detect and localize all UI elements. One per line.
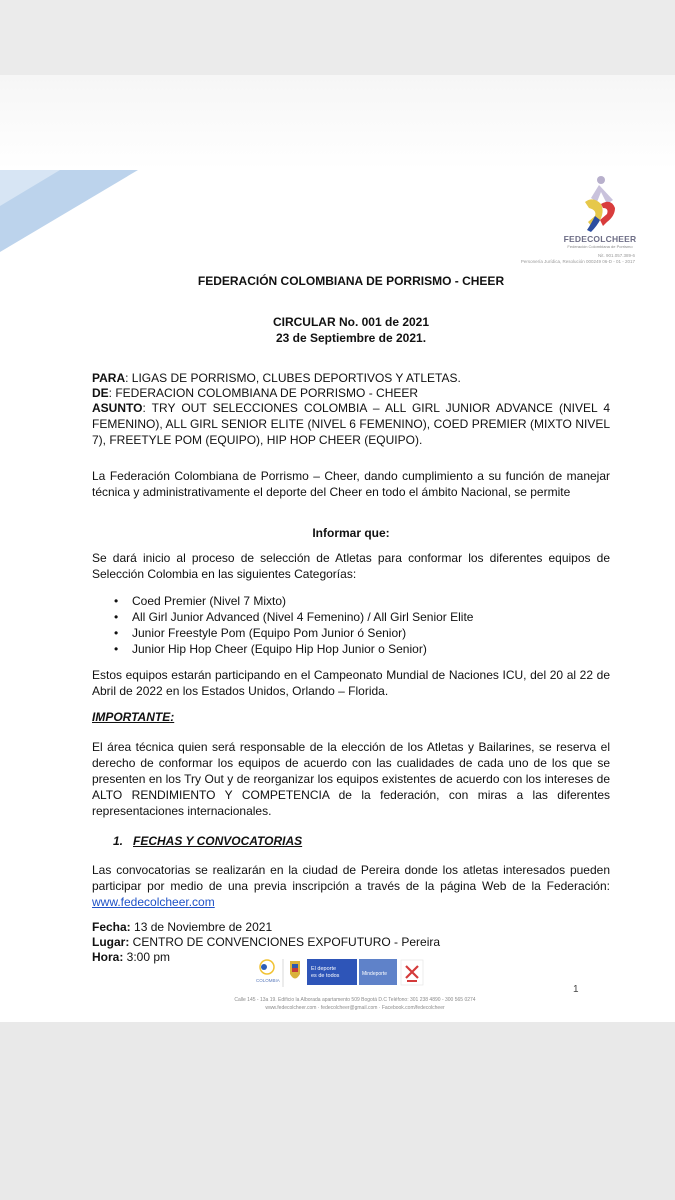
asunto-label: ASUNTO (92, 401, 143, 415)
de-label: DE (92, 386, 109, 400)
intro-paragraph: La Federación Colombiana de Porrismo – Cheer, dando cumplimiento a su función de manejar técnica y administrativamente el deporte del Cheer en todo el ámbito Nacional, se permite (92, 469, 610, 499)
mindeporte-text: Mindeporte (362, 971, 388, 977)
logo-name: FEDECOLCHEER (563, 234, 637, 244)
list-item: • All Girl Junior Advanced (Nivel 4 Femenino) / All Girl Senior Elite (114, 609, 594, 625)
lugar-line (92, 934, 610, 950)
nit-text: Nit. 901.057.389-6 (597, 253, 635, 258)
coat-of-arms-icon (290, 961, 300, 979)
hora-label: Hora: (92, 950, 124, 964)
list-item: • Coed Premier (Nivel 7 Mixto) (114, 593, 594, 609)
el-deporte-text: El deporte (311, 966, 337, 972)
convocatorias-paragraph (92, 862, 610, 910)
fecha-value: 13 de Noviembre de 2021 (130, 920, 273, 934)
categories-list (114, 593, 594, 657)
website-link[interactable]: www.fedecolcheer.com (92, 895, 215, 909)
para-label: PARA (92, 371, 126, 385)
section-heading (113, 833, 302, 849)
section-title: FECHAS Y CONVOCATORIAS (133, 834, 303, 848)
section-number: 1. (113, 834, 124, 848)
bottom-margin (0, 1022, 675, 1200)
fecha-line (92, 919, 610, 935)
footer-sponsor-logos (255, 956, 430, 990)
informar-heading: Informar que: (312, 526, 390, 540)
hora-value: 3:00 pm (123, 950, 171, 964)
importante-heading (92, 709, 610, 725)
selection-paragraph: Se dará inicio al proceso de selección de Atletas para conformar los diferentes equipos de Selección Colombia en las siguientes Categorías: (92, 551, 610, 581)
document-page (0, 170, 675, 1022)
resolution-text: Personería Jurídica, Resolución 000249 06-D - 01 - 2017 (520, 259, 635, 264)
importante-paragraph: El área técnica quien será responsable de la elección de los Atletas y Bailarines, se reserva el derecho de conformar los equipos de acuerdo con las cualidades de cada uno de los que se presenten en los Try Out y de reorganizar los equipos existentes de acuerdo con los intereses de ALTO RENDIMIENTO Y COMPETENCIA de la federación, con miras a las diferentes representaciones internacionales. (92, 740, 610, 818)
asunto-line (92, 400, 610, 448)
importante-label: IMPORTANTE: (92, 710, 175, 724)
de-line (92, 385, 610, 401)
address-line: Calle 145 - 13a 19. Edificio la Alborada apartamento 509 Bogotá D.C Teléfono: 301 238 4890 - 300 565 0274 (234, 997, 476, 1003)
page-number: 1 (573, 984, 579, 995)
list-item: • Junior Freestyle Pom (Equipo Pom Junior ó Senior) (114, 625, 594, 641)
circular-number: CIRCULAR No. 001 de 2021 (272, 315, 430, 329)
contact-line: www.fedecolcheer.com · fedecolcheer@gmail.com · Facebook.com/fedecolcheer (265, 1005, 445, 1011)
circular-date: 23 de Septiembre de 2021. (275, 331, 427, 345)
participation-paragraph: Estos equipos estarán participando en el Campeonato Mundial de Naciones ICU, del 20 al 22 de Abril de 2022 en los Estados Unidos, Orlando – Florida. (92, 668, 610, 698)
coldeportes-logo-icon (256, 960, 280, 983)
convocatorias-text: Las convocatorias se realizarán en la ciudad de Pereira donde los atletas interesados pueden participar por medio de una previa inscripción a través de la página Web de la Federación: (92, 863, 610, 893)
es-de-todos-text: es de todos (311, 973, 340, 979)
top-margin (0, 0, 675, 75)
footer-address (200, 996, 510, 1012)
top-fade (0, 75, 675, 170)
corner-decoration (0, 170, 150, 260)
logo-subtitle: Federación Colombiana de Porrismo (567, 244, 633, 249)
para-line (92, 370, 610, 386)
org-title: FEDERACIÓN COLOMBIANA DE PORRISMO - CHEER (197, 274, 505, 288)
para-text: : LIGAS DE PORRISMO, CLUBES DEPORTIVOS Y ATLETAS. (125, 371, 461, 385)
cheerleader-logo-icon (555, 172, 645, 234)
lugar-value: CENTRO DE CONVENCIONES EXPOFUTURO - Pereira (129, 935, 441, 949)
lugar-label: Lugar: (92, 935, 130, 949)
colombia-logo-text: COLOMBIA (256, 978, 280, 983)
fecha-label: Fecha: (92, 920, 131, 934)
registration-info (475, 253, 635, 265)
de-text: : FEDERACION COLOMBIANA DE PORRISMO - CHEER (108, 386, 419, 400)
olympic-committee-icon (401, 960, 423, 985)
list-item: • Junior Hip Hop Cheer (Equipo Hip Hop Junior o Senior) (114, 641, 594, 657)
asunto-text: : TRY OUT SELECCIONES COLOMBIA – ALL GIRL JUNIOR ADVANCE (NIVEL 4 FEMENINO), ALL GIRL SENIOR ELITE (NIVEL 6 FEMENINO), COED PREMIER (MIXTO NIVEL 7), FREETYLE POM (EQUIPO), HIP HOP CHEER (EQUIPO). (92, 401, 610, 447)
